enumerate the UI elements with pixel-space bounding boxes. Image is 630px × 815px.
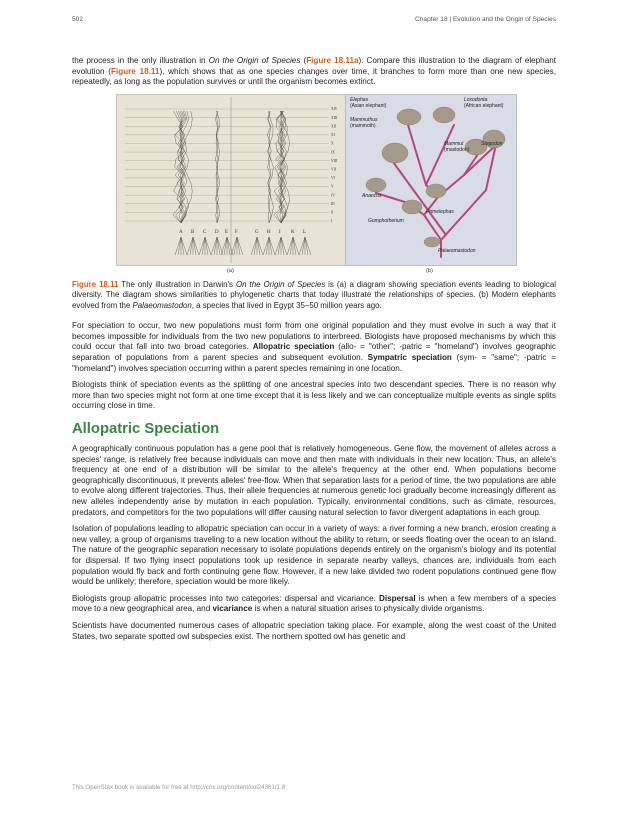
page-number: 502 — [72, 16, 84, 23]
figure-link[interactable]: Figure 18.11a — [306, 56, 359, 65]
darwin-tree-svg — [117, 95, 345, 265]
darwin-level-label: XII — [331, 124, 336, 129]
darwin-level-label: X — [331, 141, 334, 146]
darwin-level-label: I — [331, 218, 333, 223]
darwin-species-letter: A — [179, 229, 183, 235]
page-header — [72, 16, 556, 30]
chapter-title: Chapter 18 | Evolution and the Origin of Species — [415, 16, 556, 23]
darwin-level-label: IV — [331, 193, 335, 198]
darwin-level-label: II — [331, 210, 334, 215]
label-gomphotherium: Gomphotherium — [368, 217, 404, 224]
darwin-level-label: XIII — [331, 115, 338, 120]
darwin-species-letter: L — [303, 229, 307, 235]
darwin-species-letter: G — [255, 229, 259, 235]
speciation-paragraph: For speciation to occur, two new populations must form from one original population and they must evolve in such a way that it becomes impossible for individuals from the two new populations to interbreed. Biologists have proposed mechanisms by which this could occur that fall into two broad categories. Allopatric speciation (allo- = "other"; -patric = "homeland") involves geographic separation of populations from a parent species and subsequent evolution. Sympatric speciation (sym- = "same"; -patric = "homeland") involves speciation occurring within a parent species remaining in one location. — [72, 321, 556, 373]
splitting-paragraph: Biologists think of speciation events as the splitting of one ancestral species into two descendant species. There is no reason why more than two species might not form at one time except that it is less likely and we can conceptualize multiple events as single splits occurring close in time. — [72, 380, 556, 411]
darwin-level-label: V — [331, 184, 334, 189]
figure-link[interactable]: Figure 18.11 — [110, 66, 160, 76]
isolation-paragraph: Isolation of populations leading to allopatric speciation can occur in a variety of ways: a river forming a new branch, erosion creating a new valley, a group of organisms traveling to a new location without the ability to return, or seeds floating over the ocean to an island. The nature of the geographic separation necessary to isolate populations depends entirely on the organism's biology and its potential for dispersal. If two flying insect populations took up residence in separate nearby valleys, chances are, individuals from each population would fly back and forth continuing gene flow. However, if a new lake divided two rodent populations continued gene flow would be unlikely; therefore, speciation would be more likely. — [72, 524, 556, 587]
figure-18-11 — [72, 94, 556, 276]
darwin-species-letter: I — [279, 229, 281, 235]
darwin-level-label: VI — [331, 175, 335, 180]
label-anancus: Anancus — [362, 192, 382, 199]
darwin-species-letter: D — [215, 229, 219, 235]
label-palaeomastodon: Palaeomastodon — [438, 247, 476, 254]
elephant-phylogeny-image — [345, 94, 517, 266]
label-stegodon: Stegodon — [481, 140, 503, 147]
darwin-species-letter: B — [191, 229, 195, 235]
page-footer: This OpenStax book is available for free at http://cnx.org/content/col24361/1.8 — [72, 784, 286, 791]
intro-paragraph: the process in the only illustration in On the Origin of Species (Figure 18.11a). Compare this illustration to the diagram of elephant evolution (Figure 18.11), which shows that as one species changes over time, it branches to form more than one new species, repeatedly, as long as the population survives or until the organism becomes extinct. — [72, 56, 557, 87]
label-mammut: Mammut (mastodon) — [444, 140, 470, 153]
darwin-species-letter: K — [291, 229, 295, 235]
sublabel-a: (a) — [227, 267, 234, 274]
darwin-species-letter: H — [267, 229, 271, 235]
dispersal-paragraph: Biologists group allopatric processes into two categories: dispersal and vicariance. Dispersal is when a few members of a species move to a new geographical area, and vicariance is when a natural situation arises to physically divide organisms. — [72, 593, 557, 614]
page-content — [72, 56, 556, 642]
darwin-species-letter: C — [203, 229, 207, 235]
owl-paragraph: Scientists have documented numerous cases of allopatric speciation taking place. For example, along the west coast of the United States, two separate spotted owl subspecies exist. The northern spotted owl has genetic and — [72, 620, 556, 641]
sublabel-b: (b) — [426, 267, 433, 274]
darwin-level-label: IX — [331, 150, 335, 155]
gene-flow-paragraph: A geographically continuous population has a gene pool that is relatively homogeneous. Gene flow, the movement of alleles across a species' range, is relatively free because individuals can move and then mate with individuals in their new location. Thus, an allele's frequency at one end of a distribution will be similar to the allele's frequency at the other end. When populations become geographically discontinuous, it prevents alleles' free-flow. When that separation lasts for a period of time, the two populations are able to evolve along different trajectories. Thus, their allele frequencies at numerous genetic loci gradually become increasingly different as new alleles independently arise by mutation in each population. Typically, environmental conditions, such as climate, resources, predators, and competitors for the two populations will differ causing natural selection to favor divergent adaptations in each group. — [72, 444, 556, 517]
darwin-level-label: III — [331, 201, 335, 206]
label-mammuthus: Mammuthus (mammoth) — [350, 116, 378, 129]
label-loxodonta: Loxodonta (African elephant) — [464, 96, 504, 109]
label-primelephas: Primelephas — [426, 208, 454, 215]
darwin-species-letter: E — [225, 229, 229, 235]
darwin-level-label: VII — [331, 167, 336, 172]
darwin-level-label: XI — [331, 132, 335, 137]
darwin-level-label: XIV — [331, 106, 338, 111]
darwin-level-label: VIII — [331, 158, 338, 163]
figure-caption: Figure 18.11 The only illustration in Darwin's On the Origin of Species is (a) a diagram showing speciation events leading to biological diversity. The diagram shows similarities to phylogenetic charts that today illustrate the relationships of species. (b) Modern elephants evolved from the Palaeomastodon, a species that lived in Egypt 35–50 million years ago. — [72, 279, 556, 310]
label-elephas: Elephas (Asian elephant) — [350, 96, 387, 109]
darwin-species-letter: F — [235, 229, 238, 235]
darwin-diagram-image — [116, 94, 346, 266]
section-heading: Allopatric Speciation — [72, 421, 220, 438]
